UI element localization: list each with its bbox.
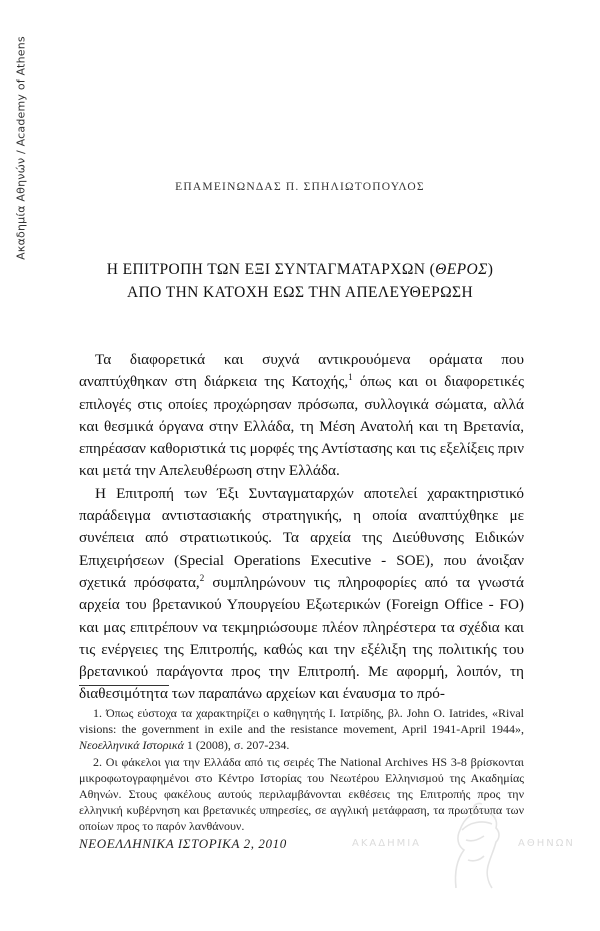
title-line-1 bbox=[60, 258, 540, 281]
academy-watermark bbox=[352, 796, 582, 906]
paragraph-2-text-b: συμπληρώνουν τις πληροφορίες από τα γνωστά αρχεία του βρετανικού Υπουργείου Εξωτερικών (Foreign Office - FO) και μας επιτρέπουν να τεκμηριώσουμε πλέον πληρέστερα τα σχέδια και τις ενέργειες της Επιτροπής, καθώς και την εξέλιξη της πολιτικής του βρετανικού παράγοντα προς την Επιτροπή. Με αφορμή, λοιπόν, τη διαθεσιμότητα των παραπάνω αρχείων και έναυσμα το πρό- bbox=[79, 573, 524, 703]
watermark-text-left: ΑΚΑΔΗΜΙΑ bbox=[352, 838, 422, 849]
paragraph-2 bbox=[79, 483, 524, 706]
title-line-2: ΑΠΟ ΤΗΝ ΚΑΤΟΧΗ ΕΩΣ ΤΗΝ ΑΠΕΛΕΥΘΕΡΩΣΗ bbox=[126, 284, 474, 301]
footnote-divider bbox=[79, 685, 169, 686]
paragraph-1-text-b: όπως και οι διαφορετικές επιλογές στις οποίες προχώρησαν πρόσωπα, συλλογικά σώματα, αλλά και θεσμικά όργανα στην Ελλάδα, τη Μέση Ανατολή και τη Βρετανία, επηρέασαν καθοριστικά τις μορφές της Αντίστασης και τις εξελίξεις πριν και μετά την Απελευθέρωση στην Ελλάδα. bbox=[79, 373, 524, 480]
footnote-ref-2: 2 bbox=[199, 572, 205, 583]
side-label: Ακαδημία Αθηνών / Academy of Athens bbox=[14, 36, 28, 260]
title-italic: ΘΕΡΟΣ bbox=[435, 261, 488, 278]
article-title bbox=[60, 258, 540, 304]
footnote-ref-1: 1 bbox=[348, 372, 353, 383]
journal-footer: ΝΕΟΕΛΛΗΝΙΚΑ ΙΣΤΟΡΙΚΑ 2, 2010 bbox=[79, 836, 287, 851]
athena-head-icon bbox=[444, 800, 506, 896]
paragraph-1-text-a: Τα διαφορετικά και συχνά αντικρουόμενα οράματα που αναπτύχθηκαν στη διάρκεια της Κατοχής, bbox=[79, 351, 524, 391]
watermark-text-right: ΑΘΗΝΩΝ bbox=[518, 838, 575, 849]
title-line-1-text: Η ΕΠΙΤΡΟΠΗ ΤΩΝ ΕΞΙ ΣΥΝΤΑΓΜΑΤΑΡΧΩΝ ( bbox=[106, 261, 436, 278]
author-name: ΕΠΑΜΕΙΝΩΝΔΑΣ Π. ΣΠΗΛΙΩΤΟΠΟΥΛΟΣ bbox=[175, 181, 425, 193]
body-text bbox=[79, 349, 524, 706]
footnote-2: 2. Οι φάκελοι για την Ελλάδα από τις σειρές The National Archives HS 3-8 βρίσκονται μικροφωτογραφημένοι στο Κέντρο Ιστορίας του Νεωτέρου Ελληνισμού της Ακαδημίας Αθηνών. Στους φακέλους αυτούς περιλαμβάνονται εκθέσεις της Επιτροπής προς την ελληνική κυβέρνηση και βρετανικές υπηρεσίες, σε αγγλική μετάφραση, τα πρωτότυπα των οποίων προς το παρόν λανθάνουν. bbox=[79, 754, 524, 834]
footnote-1 bbox=[79, 705, 524, 754]
paragraph-1 bbox=[79, 349, 524, 483]
title-line-1-end: ) bbox=[487, 261, 494, 278]
footnote-1-text-a: 1. Όπως εύστοχα τα χαρακτηρίζει ο καθηγητής Ι. Ιατρίδης, βλ. John O. Iatrides, «Rival visions: the government in exile and the resistance movement, April 1941-April 1944», bbox=[79, 706, 524, 737]
paragraph-2-text-a: Η Επιτροπή των Έξι Συνταγματαρχών αποτελεί χαρακτηριστικό παράδειγμα αντιστασιακής στρατηγικής, η οποία αναπτύχθηκε με συνέπεια από στρατιωτικούς. Τα αρχεία της Διεύθυνσης Ειδικών Επιχειρήσεων (Special Operations Executive - SOE), που άνοιξαν σχετικά πρόσφατα, bbox=[79, 484, 524, 591]
footnote-1-text-b: 1 (2008), σ. 207-234. bbox=[183, 738, 290, 753]
footnote-1-journal: Νεοελληνικά Ιστορικά bbox=[79, 738, 184, 753]
